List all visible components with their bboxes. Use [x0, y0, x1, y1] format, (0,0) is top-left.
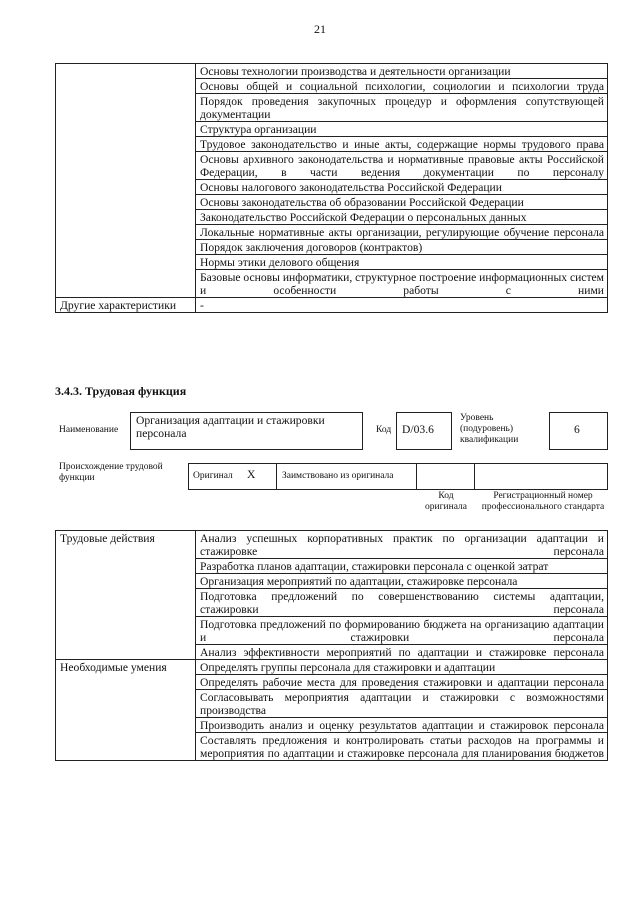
level-value: 6	[574, 423, 580, 436]
original-mark: X	[247, 468, 256, 481]
origin-label: Происхождение трудовой функции	[59, 462, 163, 483]
group-item: Анализ успешных корпоративных практик по организации адаптации и стажировке персонала	[196, 531, 608, 559]
knowledge-item: Порядок проведения закупочных процедур и оформления сопутствующей документации	[196, 94, 608, 122]
other-characteristics-label: Другие характеристики	[56, 298, 196, 313]
reg-number-caption: Регистрационный номер профессионального стандарта	[481, 491, 605, 512]
table-row	[56, 64, 608, 79]
borrowed-label: Заимствовано из оригинала	[282, 471, 394, 481]
section-heading: 3.4.3. Трудовая функция	[55, 384, 187, 398]
knowledge-item: Нормы этики делового общения	[196, 255, 608, 270]
group-item: Определять группы персонала для стажировки и адаптации	[196, 660, 608, 675]
group-item: Определять рабочие места для проведения стажировки и адаптации персонала	[196, 675, 608, 690]
code-orig-caption: Код оригинала	[425, 491, 467, 512]
group-item: Организация мероприятий по адаптации, стажировке персонала	[196, 574, 608, 589]
group-item: Согласовывать мероприятия адаптации и стажировки с возможностями производства	[196, 690, 608, 718]
knowledge-item: Структура организации	[196, 122, 608, 137]
table-row	[56, 531, 608, 559]
code-value: D/03.6	[402, 423, 434, 436]
row-label	[56, 64, 196, 298]
code-label: Код	[376, 425, 392, 435]
table-row	[56, 298, 608, 313]
group-item: Производить анализ и оценку результатов адаптации и стажировок персонала	[196, 718, 608, 733]
group-item: Подготовка предложений по совершенствованию системы адаптации, стажировки персонала	[196, 589, 608, 617]
origin-divider-1	[276, 463, 277, 490]
knowledge-item: Трудовое законодательство и иные акты, содержащие нормы трудового права	[196, 137, 608, 152]
knowledge-item: Порядок заключения договоров (контрактов)	[196, 240, 608, 255]
name-label: Наименование	[59, 425, 119, 435]
origin-divider-2	[416, 463, 417, 490]
group-item: Подготовка предложений по формированию бюджета на организацию адаптации и стажировки персонала	[196, 617, 608, 645]
page-number: 21	[314, 22, 326, 36]
group-item: Анализ эффективности мероприятий по адаптации и стажировке персонала	[196, 645, 608, 660]
knowledge-item: Основы налогового законодательства Российской Федерации	[196, 180, 608, 195]
other-characteristics-value: -	[196, 298, 608, 313]
knowledge-item: Основы общей и социальной психологии, социологии и психологии труда	[196, 79, 608, 94]
level-label: Уровень (подуровень) квалификации	[460, 413, 519, 445]
knowledge-table	[55, 63, 608, 313]
knowledge-item: Основы законодательства об образовании Российской Федерации	[196, 195, 608, 210]
name-value: Организация адаптации и стажировки персонала	[136, 414, 325, 440]
group-item: Разработка планов адаптации, стажировки персонала с оценкой затрат	[196, 559, 608, 574]
origin-divider-3	[474, 463, 475, 490]
group-item: Составлять предложения и контролировать статьи расходов на программы и мероприятия по адаптации и стажировке персонала для планирования бюджетов	[196, 733, 608, 761]
knowledge-item: Локальные нормативные акты организации, регулирующие обучение персонала	[196, 225, 608, 240]
original-label: Оригинал	[193, 471, 233, 481]
knowledge-item: Основы технологии производства и деятельности организации	[196, 64, 608, 79]
group-label: Трудовые действия	[56, 531, 196, 660]
knowledge-item: Базовые основы информатики, структурное построение информационных систем и особенности работы с ними	[196, 270, 608, 298]
group-label: Необходимые умения	[56, 660, 196, 761]
table-row	[56, 660, 608, 675]
knowledge-item: Основы архивного законодательства и нормативные правовые акты Российской Федерации, в части ведения документации по персоналу	[196, 152, 608, 180]
labor-function-table	[55, 530, 608, 761]
knowledge-item: Законодательство Российской Федерации о персональных данных	[196, 210, 608, 225]
